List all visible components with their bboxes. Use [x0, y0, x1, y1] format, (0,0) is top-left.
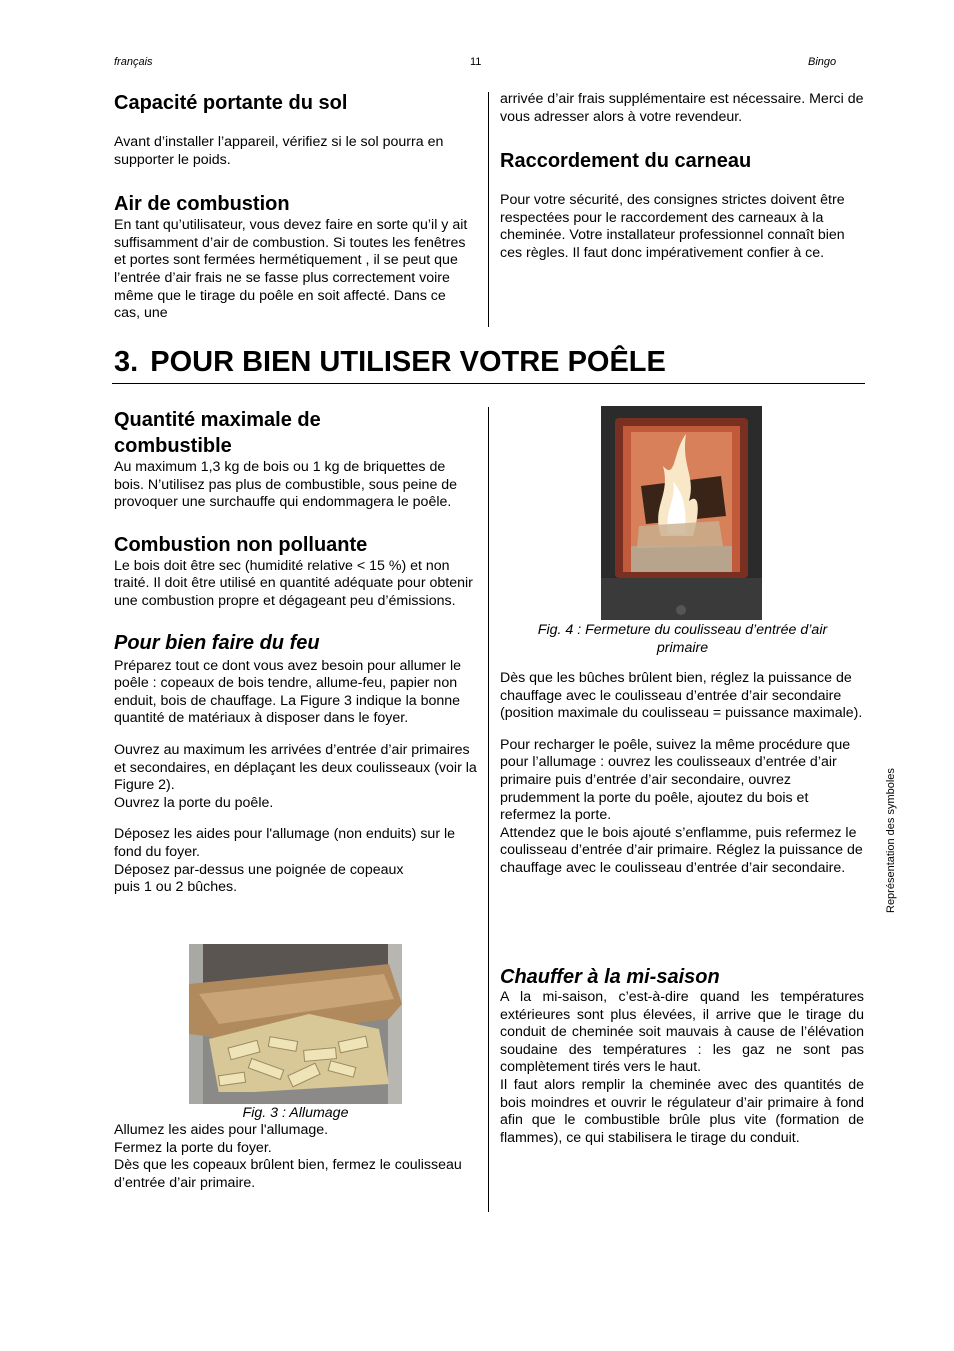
section-text — [114, 742, 478, 812]
section-heading: Pour bien faire du feu — [114, 631, 320, 654]
text-line: Fermez la porte du foyer. — [114, 1139, 272, 1156]
section-text: En tant qu’utilisateur, vous devez faire en sorte qu’il y ait suffisamment d’air de combustion. Si toutes les fenêtres et portes sont fermées hermétiquement , il se peut que l’entrée d’air frais ne se fasse plus correctement voire même que le tirage du poêle en soit affecté. Dans ce cas, une — [114, 217, 468, 322]
section-heading: Chauffer à la mi-saison — [500, 966, 720, 988]
section-text: Préparez tout ce dont vous avez besoin pour allumer le poêle : copeaux de bois tendre, allume-feu, papier non enduit, bois de chauffage. La Figure 3 indique la bonne quantité de matériaux à disposer dans le foyer. — [114, 657, 462, 727]
fig3-caption: Fig. 3 : Allumage — [242, 1105, 349, 1121]
section-text: Il faut alors remplir la cheminée avec des quantités de bois moindres et ouvrir le régulateur d’air primaire à fond afin que le combustible brûle plus vite (formation de flammes), ce qui stabilisera le tirage du conduit. — [500, 1076, 864, 1146]
text-line: Allumez les aides pour l'allumage. — [114, 1122, 329, 1138]
text-line: Déposez les aides pour l'allumage (non enduits) sur le fond du foyer. — [114, 826, 456, 860]
section-heading: Combustion non polluante — [114, 533, 368, 556]
section-heading: Air de combustion — [114, 193, 290, 216]
main-left-column — [114, 407, 478, 897]
chapter-number: 3. — [114, 346, 139, 378]
section-text — [114, 826, 478, 896]
section-text: arrivée d’air frais supplémentaire est nécessaire. Merci de vous adresser alors à votre revendeur. — [500, 91, 864, 125]
header-product: Bingo — [808, 56, 837, 68]
text-line: Pour recharger le poêle, suivez la même procédure que pour l’allumage : ouvrez les coulisseaux d’entrée d’air primaire puis d’entrée d’air secondaire, ouvrez prudemment la porte du poêle, ajoutez du bois et refermez la porte. — [500, 736, 851, 824]
heading-line: combustible — [114, 435, 232, 457]
caption-line: primaire — [656, 640, 709, 656]
column-divider — [488, 92, 489, 327]
main-right-column — [500, 621, 865, 878]
text-line: Attendez que le bois ajouté s’enflamme, puis refermez le coulisseau d’entrée d’air primaire. Réglez la puissance de chauffage avec le coulisseau d’entrée d’air secondaire. — [500, 824, 863, 876]
text-line: Déposez par-dessus une poignée de copeaux — [114, 861, 404, 878]
caption-line: Fig. 4 : Fermeture du coulisseau d’entrée d’air — [537, 622, 828, 638]
section-heading: Raccordement du carneau — [500, 150, 752, 173]
section-text: Dès que les bûches brûlent bien, réglez la puissance de chauffage avec le coulisseau d’entrée d’air secondaire (position maximale du coulisseau = puissance maximale). — [500, 670, 863, 722]
midseason-section — [500, 965, 864, 1147]
section-text — [500, 737, 865, 878]
text-line: Ouvrez au maximum les arrivées d’entrée d’air primaires et secondaires, en déplaçant les deux coulisseaux (voir la Figure 2). — [114, 741, 477, 794]
section-heading: Capacité portante du sol — [114, 92, 348, 114]
section-text: Avant d’installer l’appareil, vérifiez si le sol pourra en supporter le poids. — [114, 134, 444, 168]
chapter-title — [114, 346, 666, 379]
side-tab-label: Représentation des symboles — [885, 768, 897, 913]
chapter-title-text: POUR BIEN UTILISER VOTRE POÊLE — [150, 346, 666, 378]
text-line: Ouvrez la porte du poêle. — [114, 794, 274, 811]
top-left-column — [114, 90, 474, 323]
fig4-caption — [500, 621, 865, 657]
section-text: Le bois doit être sec (humidité relative < 15 %) et non traité. Il doit être utilisé en quantité adéquate pour obtenir une combustion propre et dégageant peu d’émissions. — [114, 557, 473, 609]
chapter-rule — [112, 383, 865, 384]
top-right-column — [500, 91, 865, 263]
page-number: 11 — [470, 56, 482, 68]
section-text: A la mi-saison, c’est-à-dire quand les températures extérieures sont plus élevées, il arrive que le tirage du conduit de cheminée soit mauvais à cause de l’élévation soudaine des températures : les gaz ne sont pas complètement tirés vers le haut. — [500, 989, 864, 1076]
fig4-image — [601, 406, 762, 620]
fig3-followup — [114, 1122, 478, 1192]
section-text: Au maximum 1,3 kg de bois ou 1 kg de briquettes de bois. N’utilisez pas plus de combustible, sous peine de provoquer une surchauffe qui endommagera le poêle. — [114, 459, 458, 511]
section-heading — [114, 407, 478, 459]
section-text: Pour votre sécurité, des consignes strictes doivent être respectées pour le raccordement des carneaux à la cheminée. Votre installateur professionnel connaît bien ces règles. Il faut donc impérativement confier à ce. — [500, 192, 845, 261]
text-line: Dès que les copeaux brûlent bien, fermez le coulisseau d’entrée d’air primaire. — [114, 1157, 462, 1191]
heading-line: Quantité maximale de — [114, 409, 321, 431]
fig3-image — [189, 944, 402, 1104]
column-divider — [488, 407, 489, 1212]
text-line: puis 1 ou 2 bûches. — [114, 879, 238, 896]
header-language: français — [114, 56, 153, 68]
